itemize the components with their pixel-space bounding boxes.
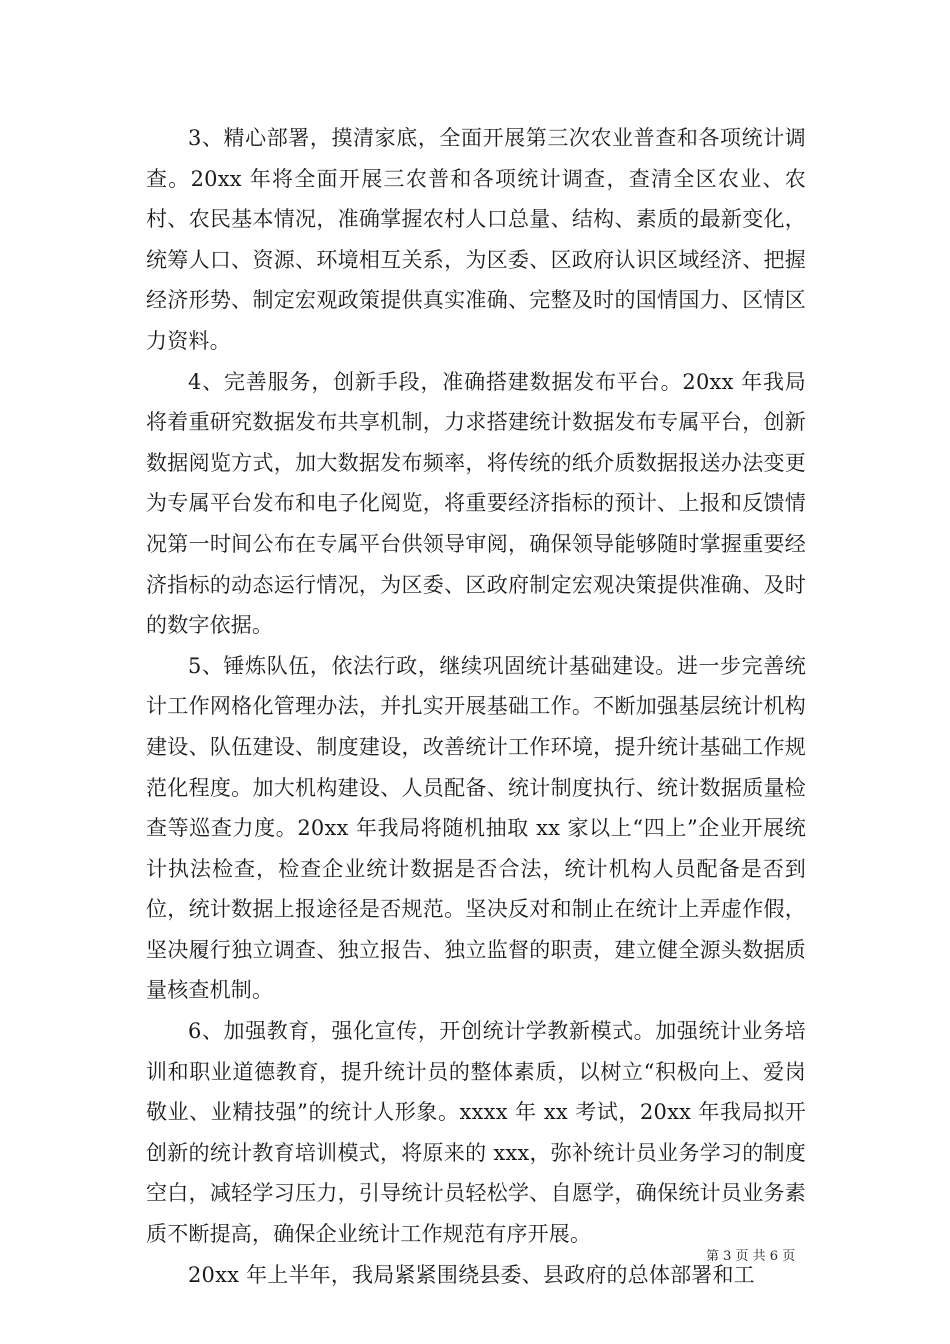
paragraph-item-5: 5、锤炼队伍，依法行政，继续巩固统计基础建设。进一步完善统计工作网格化管理办法，并扎实开展基础工作。不断加强基层统计机构建设、队伍建设、制度建设，改善统计工作环境，提升统计基础工作规范化程度。加大机构建设、人员配备、统计制度执行、统计数据质量检查等巡查力度。20xx 年我局将随机抽取 xx 家以上“四上”企业开展统计执法检查，检查企业统计数据是否合法，统计机构人员配备是否到位，统计数据上报途径是否规范。坚决反对和制止在统计上弄虚作假，坚决履行独立调查、独立报告、独立监督的职责，建立健全源头数据质量核查机制。 bbox=[146, 653, 806, 1003]
page-number: 第 3 页 共 6 页 bbox=[706, 1249, 796, 1264]
document-body bbox=[146, 118, 806, 1295]
paragraph-item-3: 3、精心部署，摸清家底，全面开展第三次农业普查和各项统计调查。20xx 年将全面开展三农普和各项统计调查，查清全区农业、农村、农民基本情况，准确掌握农村人口总量、结构、素质的最新变化，统筹人口、资源、环境相互关系，为区委、区政府认识区域经济、把握经济形势、制定宏观政策提供真实准确、完整及时的国情国力、区情区力资料。 bbox=[146, 126, 806, 353]
paragraph-summary: 20xx 年上半年，我局紧紧围绕县委、县政府的总体部署和工 bbox=[188, 1262, 755, 1287]
paragraph-item-6: 6、加强教育，强化宣传，开创统计学教新模式。加强统计业务培训和职业道德教育，提升统计员的整体素质，以树立“积极向上、爱岗敬业、业精技强”的统计人形象。xxxx 年 xx 考试，20xx 年我局拟开创新的统计教育培训模式，将原来的 xxx，弥补统计员业务学习的制度空白，减轻学习压力，引导统计员轻松学、自愿学，确保统计员业务素质不断提高，确保企业统计工作规范有序开展。 bbox=[146, 1019, 806, 1247]
paragraph-item-4: 4、完善服务，创新手段，准确搭建数据发布平台。20xx 年我局将着重研究数据发布共享机制，力求搭建统计数据发布专属平台，创新数据阅览方式，加大数据发布频率，将传统的纸介质数据报送办法变更为专属平台发布和电子化阅览，将重要经济指标的预计、上报和反馈情况第一时间公布在专属平台供领导审阅，确保领导能够随时掌握重要经济指标的动态运行情况，为区委、区政府制定宏观决策提供准确、及时的数字依据。 bbox=[146, 369, 806, 638]
